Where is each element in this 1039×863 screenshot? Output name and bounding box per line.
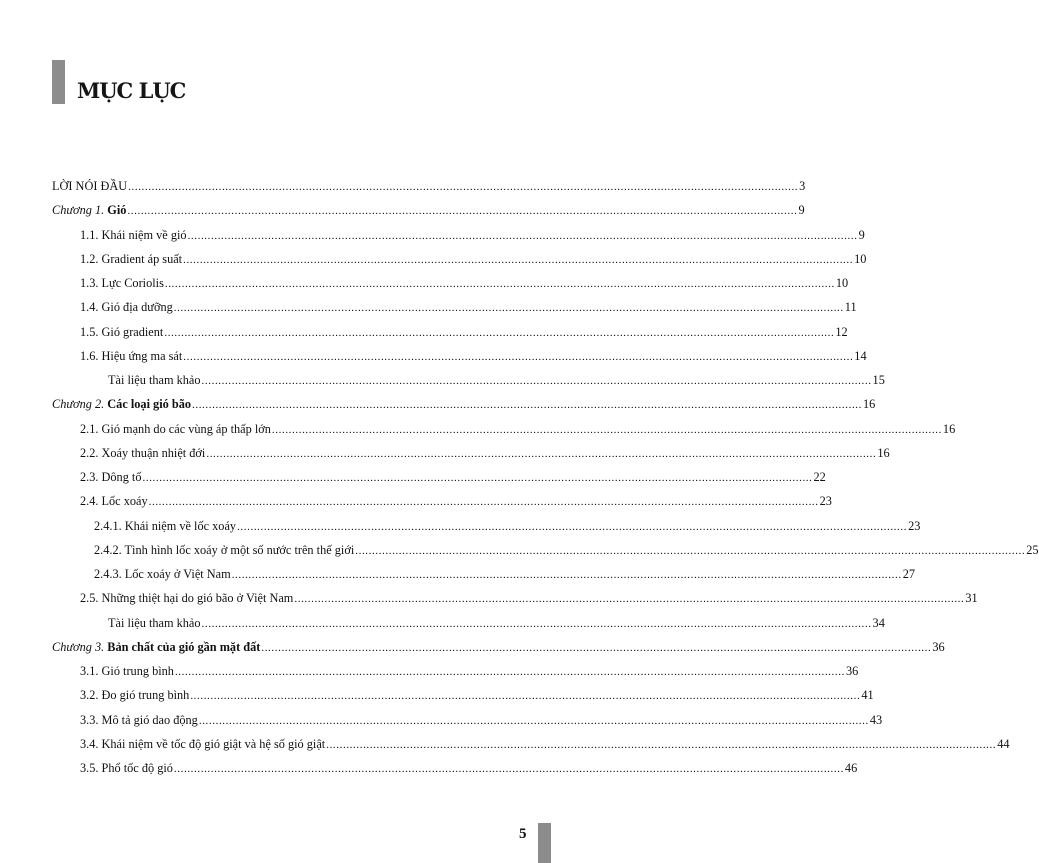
- toc-entry[interactable]: [80, 445, 890, 462]
- toc-entry[interactable]: [80, 591, 978, 607]
- toc-entry[interactable]: [108, 373, 885, 389]
- toc-entry-title: [80, 446, 205, 461]
- toc-entry[interactable]: [80, 494, 832, 510]
- dot-leader: ........................................................................................................................................................................................................: [237, 520, 908, 533]
- toc-entry-label: 3.1. Gió trung bình: [80, 664, 174, 678]
- toc-page-number: 11: [844, 300, 857, 315]
- toc-page-number: 12: [835, 324, 848, 339]
- toc-entry-title: [52, 179, 127, 194]
- toc-entry-title: [80, 761, 173, 776]
- toc-entry[interactable]: [80, 664, 859, 680]
- toc-entry-label: 3.4. Khái niệm về tốc độ gió giật và hệ số gió giật: [80, 736, 326, 751]
- toc-chapter-title: Gió: [107, 203, 127, 218]
- toc-page-number: 46: [844, 761, 858, 775]
- toc-chapter-label: Chương 3.: [52, 639, 105, 654]
- toc-chapter-title: Bản chất của gió gần mặt đất: [107, 639, 261, 654]
- toc-entry-label: 2.4.3. Lốc xoáy ở Việt Nam: [94, 567, 231, 581]
- toc-entry-title: [94, 567, 231, 582]
- toc-entry-title: [94, 519, 236, 534]
- toc-page-number: 14: [854, 348, 867, 363]
- toc-entry-title: [52, 397, 191, 412]
- toc-entry[interactable]: [52, 639, 945, 656]
- toc-page-number: 16: [877, 445, 890, 460]
- toc-entry[interactable]: [52, 397, 876, 413]
- page-title: MỤC LỤC: [77, 78, 186, 103]
- dot-leader: ........................................................................................................................................................................................................: [127, 205, 798, 218]
- toc-entry[interactable]: [94, 567, 915, 583]
- page-number: 5: [519, 826, 527, 842]
- toc-entry-label: LỜI NÓI ĐẦU: [52, 179, 128, 193]
- toc-page-number: 23: [908, 518, 921, 533]
- toc-page-number: 3: [799, 179, 806, 193]
- toc-entry[interactable]: [80, 324, 848, 341]
- dot-leader: ........................................................................................................................................................................................................: [198, 714, 869, 727]
- toc-page-number: 36: [932, 639, 945, 654]
- heading-accent-bar: [52, 60, 65, 104]
- toc-page-number: 43: [869, 712, 883, 727]
- toc-entry-label: 1.4. Gió địa dưỡng: [80, 300, 173, 315]
- toc-entry-title: [80, 228, 187, 243]
- dot-leader: ........................................................................................................................................................................................................: [201, 617, 872, 630]
- dot-leader: ........................................................................................................................................................................................................: [271, 423, 942, 436]
- dot-leader: ........................................................................................................................................................................................................: [164, 278, 835, 290]
- toc-entry[interactable]: [94, 542, 1039, 559]
- toc-entry-title: [52, 203, 126, 218]
- dot-leader: ........................................................................................................................................................................................................: [142, 472, 813, 484]
- toc-page-number: 15: [872, 373, 885, 387]
- dot-leader: ........................................................................................................................................................................................................: [355, 544, 1026, 557]
- dot-leader: ........................................................................................................................................................................................................: [173, 763, 844, 775]
- dot-leader: ........................................................................................................................................................................................................: [190, 690, 861, 703]
- toc-entry-title: [108, 373, 201, 388]
- toc-entry[interactable]: [80, 712, 883, 729]
- page-accent-bar: [538, 823, 551, 863]
- toc-chapter-label: Chương 2.: [52, 397, 105, 412]
- toc-entry-title: [80, 349, 182, 364]
- dot-leader: ........................................................................................................................................................................................................: [206, 447, 877, 460]
- dot-leader: ........................................................................................................................................................................................................: [174, 666, 845, 678]
- dot-leader: ........................................................................................................................................................................................................: [173, 302, 844, 315]
- toc-page-number: 44: [997, 736, 1010, 751]
- dot-leader: ........................................................................................................................................................................................................: [261, 641, 932, 654]
- toc-page-number: 10: [835, 276, 849, 290]
- toc-entry-label: 2.4.1. Khái niệm về lốc xoáy: [94, 518, 237, 533]
- toc-entry-title: [80, 252, 182, 267]
- toc-entry-label: 1.1. Khái niệm về gió: [80, 227, 187, 242]
- toc-entry-title: [80, 688, 189, 703]
- toc-page-number: 31: [965, 591, 978, 606]
- toc-entry[interactable]: [80, 470, 826, 486]
- toc-entry-label: 2.1. Gió mạnh do các vùng áp thấp lớn: [80, 421, 271, 436]
- toc-entry-label: 2.5. Những thiệt hại do gió bão ở Việt Nam: [80, 591, 294, 606]
- toc-entry-title: [80, 422, 271, 437]
- toc-entry-label: Tài liệu tham khảo: [108, 615, 201, 630]
- toc-page-number: 25: [1026, 542, 1039, 557]
- toc-entry-title: [80, 664, 174, 679]
- toc-entry-title: [94, 543, 354, 558]
- toc-page-number: 27: [902, 567, 915, 581]
- dot-leader: ........................................................................................................................................................................................................: [164, 326, 835, 339]
- dot-leader: ........................................................................................................................................................................................................: [326, 738, 997, 751]
- toc-entry[interactable]: [108, 615, 885, 632]
- toc-entry-label: 3.3. Mô tả gió dao động: [80, 712, 198, 727]
- dot-leader: ........................................................................................................................................................................................................: [183, 350, 854, 363]
- dot-leader: ........................................................................................................................................................................................................: [183, 253, 854, 266]
- toc-entry-label: 1.3. Lực Coriolis: [80, 276, 164, 290]
- toc-entry-title: [80, 300, 173, 315]
- toc-entry[interactable]: [52, 179, 806, 195]
- toc-page-number: 9: [858, 227, 865, 242]
- toc-entry-title: [80, 470, 142, 485]
- toc-entry-label: 2.4.2. Tình hình lốc xoáy ở một số nước trên thế giới: [94, 542, 355, 557]
- toc-entry-title: [108, 616, 201, 631]
- toc-entry[interactable]: [80, 421, 956, 438]
- toc-entry-label: 2.2. Xoáy thuận nhiệt đới: [80, 445, 206, 460]
- toc-entry[interactable]: [52, 203, 805, 219]
- toc-page-number: 36: [845, 664, 859, 678]
- toc-entry[interactable]: [80, 227, 865, 244]
- toc-entry-label: 3.2. Đo gió trung bình: [80, 688, 190, 703]
- dot-leader: ........................................................................................................................................................................................................: [187, 229, 858, 242]
- toc-page-number: 10: [854, 251, 867, 266]
- toc-entry[interactable]: [80, 251, 867, 268]
- toc-entry[interactable]: [80, 348, 867, 365]
- dot-leader: ........................................................................................................................................................................................................: [294, 593, 965, 606]
- toc-entry-title: [80, 325, 163, 340]
- dot-leader: ........................................................................................................................................................................................................: [148, 496, 819, 509]
- toc-entry-title: [52, 640, 260, 655]
- toc-page-number: 22: [813, 470, 826, 484]
- toc-entry-title: [80, 713, 198, 728]
- toc-entry-label: 1.6. Hiệu ứng ma sát: [80, 348, 183, 363]
- toc-page-number: 41: [861, 688, 874, 703]
- toc-chapter-title: Các loại gió bão: [107, 397, 191, 412]
- toc-page-number: 34: [872, 615, 885, 630]
- toc-entry-title: [80, 591, 293, 606]
- toc-entry[interactable]: [80, 736, 1010, 753]
- toc-entry[interactable]: [80, 300, 857, 316]
- toc-entry-label: 2.3. Dông tố: [80, 470, 142, 484]
- toc-entry-label: 3.5. Phổ tốc độ gió: [80, 761, 173, 775]
- toc-entry-label: 1.2. Gradient áp suất: [80, 251, 183, 266]
- toc-page-number: 16: [942, 421, 956, 436]
- dot-leader: ........................................................................................................................................................................................................: [128, 181, 799, 193]
- toc-page-number: 23: [819, 494, 832, 509]
- toc-page-number: 16: [863, 397, 876, 412]
- toc-page-number: 9: [798, 203, 805, 218]
- toc-entry[interactable]: [80, 761, 858, 777]
- toc-entry-label: 1.5. Gió gradient: [80, 324, 164, 339]
- toc-entry[interactable]: [80, 688, 874, 704]
- toc-entry-title: [80, 737, 325, 752]
- toc-entry[interactable]: [94, 518, 921, 535]
- dot-leader: ........................................................................................................................................................................................................: [192, 399, 862, 412]
- toc-entry-title: [80, 494, 148, 509]
- toc-entry-label: Tài liệu tham khảo: [108, 373, 201, 387]
- toc-entry-label: 2.4. Lốc xoáy: [80, 494, 148, 509]
- dot-leader: ........................................................................................................................................................................................................: [201, 375, 872, 387]
- dot-leader: ........................................................................................................................................................................................................: [231, 569, 902, 581]
- toc-entry[interactable]: [80, 276, 849, 292]
- toc-chapter-label: Chương 1.: [52, 203, 105, 218]
- toc-entry-title: [80, 276, 164, 291]
